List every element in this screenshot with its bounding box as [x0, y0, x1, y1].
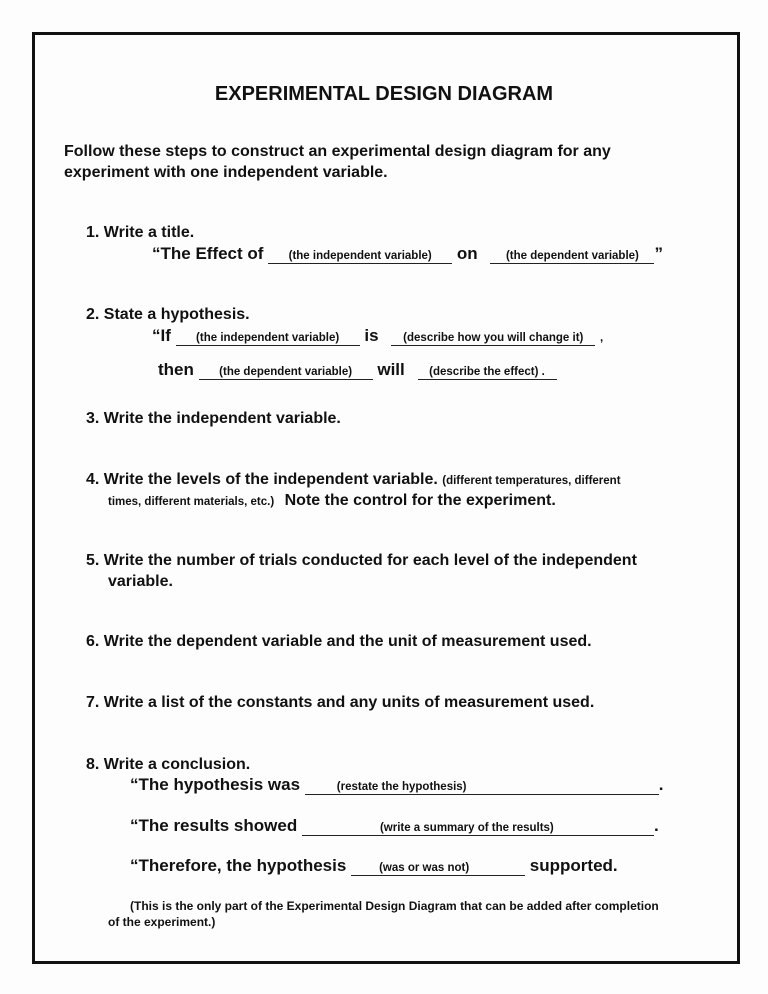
conclusion-line-2	[130, 816, 659, 836]
hypothesis-then-line	[158, 360, 557, 380]
blank-was-or-was-not: (was or was not)	[351, 861, 525, 876]
step-6: 6. Write the dependent variable and the unit of measurement used.	[86, 633, 592, 650]
text: supported.	[529, 856, 618, 875]
text: “If	[152, 326, 171, 345]
text: “Therefore, the hypothesis	[130, 856, 347, 875]
text: .	[658, 775, 664, 794]
text: .	[653, 816, 659, 835]
hypothesis-if-line	[152, 326, 603, 348]
step-4-line-1	[86, 470, 621, 491]
step-4-line-2	[108, 491, 556, 512]
text: Note the control for the experiment.	[284, 492, 556, 509]
step-7: 7. Write a list of the constants and any units of measurement used.	[86, 694, 595, 711]
blank-effect: (describe the effect) .	[418, 365, 557, 380]
text: times, different materials, etc.)	[108, 496, 275, 508]
text: then	[158, 360, 194, 379]
step-5-line-2: variable.	[108, 573, 173, 590]
text: will	[377, 360, 405, 379]
text: ”	[654, 244, 663, 263]
intro-line-2: experiment with one independent variable.	[64, 164, 388, 181]
blank-restate-hypothesis: (restate the hypothesis)	[305, 780, 659, 795]
blank-independent-variable: (the independent variable)	[268, 249, 452, 264]
step-3: 3. Write the independent variable.	[86, 410, 341, 427]
conclusion-line-1	[130, 775, 664, 795]
step-1-label: 1. Write a title.	[86, 224, 195, 241]
step-5-line-1: 5. Write the number of trials conducted for each level of the independent	[86, 552, 637, 569]
text: on	[456, 244, 478, 263]
text: “The hypothesis was	[130, 775, 301, 794]
blank-results-summary: (write a summary of the results)	[302, 821, 654, 836]
step-8-label: 8. Write a conclusion.	[86, 756, 251, 773]
blank-dependent-variable: (the dependent variable)	[199, 365, 373, 380]
blank-change: (describe how you will change it)	[391, 331, 595, 346]
text: 4. Write the levels of the independent variable.	[86, 471, 438, 488]
page-title: EXPERIMENTAL DESIGN DIAGRAM	[214, 83, 554, 105]
conclusion-note-2: of the experiment.)	[108, 915, 216, 929]
text: “The results showed	[130, 816, 298, 835]
text: “The Effect of	[152, 244, 264, 263]
blank-dependent-variable: (the dependent variable)	[490, 249, 654, 264]
step-2-label: 2. State a hypothesis.	[86, 306, 250, 323]
text: is	[364, 326, 379, 345]
text: (different temperatures, different	[442, 475, 621, 487]
conclusion-note-1: (This is the only part of the Experimental Design Diagram that can be added after completion	[130, 899, 659, 913]
title-template	[152, 244, 663, 264]
intro-line-1: Follow these steps to construct an experimental design diagram for any	[64, 143, 611, 160]
conclusion-line-3	[130, 856, 618, 876]
blank-independent-variable: (the independent variable)	[176, 331, 360, 346]
text: ,	[600, 332, 604, 344]
